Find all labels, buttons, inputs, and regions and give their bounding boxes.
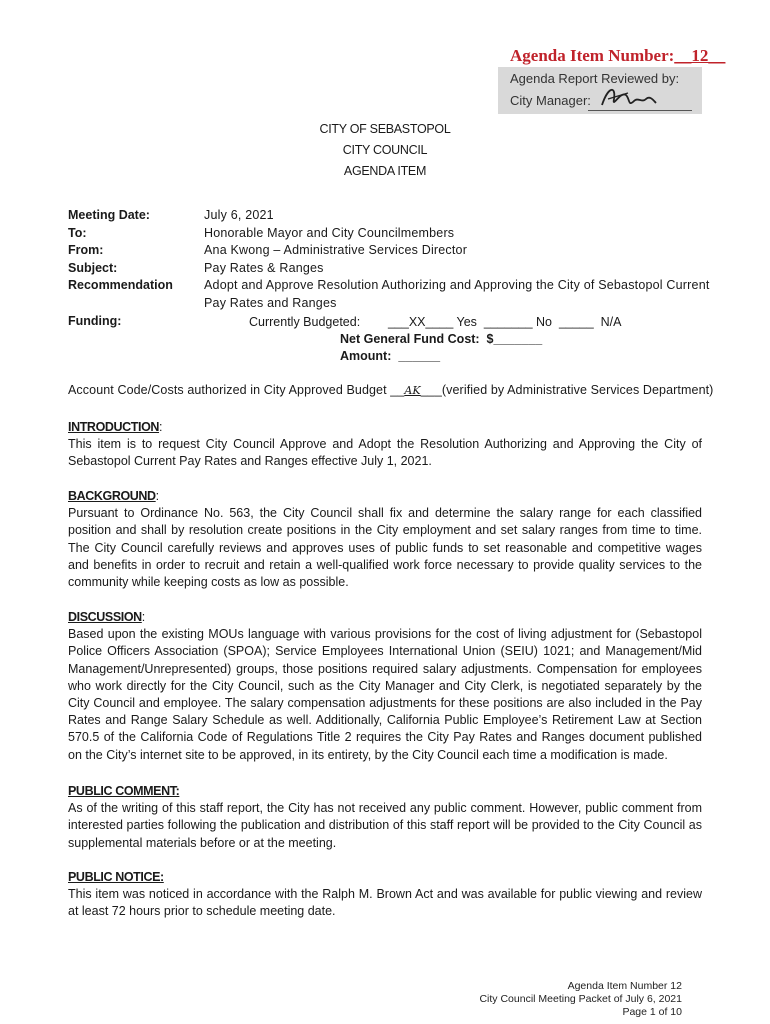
stamp-line-reviewed: Agenda Report Reviewed by: [510, 71, 680, 86]
public-notice-title: PUBLIC NOTICE: [68, 870, 164, 884]
background-body: Pursuant to Ordinance No. 563, the City Council shall fix and determine the salary range for each classified position and shall by resolution create positions in the City employment and set salary ranges from time to time. The City Council carefully reviews and approves uses of public funds to set reasonable and competitive wages and benefits in order to recruit and retain a well-qualified work force necessary to provide quality services to the community while keeping costs as low as possible. [68, 506, 702, 590]
public-comment-body: As of the writing of this staff report, the City has not received any public comment. However, public comment from interested parties following the publication and distribution of this staff report will be provided to the City Council as supplemental materials before or at the meeting. [68, 801, 702, 850]
from-value: Ana Kwong – Administrative Services Director [204, 243, 468, 257]
amount: Amount: ______ [340, 349, 441, 363]
recommendation-label: Recommendation [68, 278, 173, 292]
account-prefix: Account Code/Costs authorized in City Approved Budget __ [68, 383, 405, 397]
public-comment-section [68, 783, 702, 852]
agenda-item-label: Agenda Item Number: [510, 46, 675, 65]
introduction-title: INTRODUCTION [68, 420, 160, 434]
agenda-item-value: __12__ [674, 46, 726, 65]
from-label: From: [68, 243, 104, 257]
agenda-item-number [510, 46, 725, 66]
public-comment-title: PUBLIC COMMENT: [68, 784, 180, 798]
currently-budgeted: Currently Budgeted: ___XX____ Yes _______ No _____ N/A [249, 315, 622, 329]
footer-page-number: Page 1 of 10 [622, 1006, 682, 1018]
to-label: To: [68, 225, 87, 240]
header-city: CITY OF SEBASTOPOL [319, 122, 451, 136]
discussion-body: Based upon the existing MOUs language with various provisions for the cost of living adjustment for (Sebastopol Police Officers Association (SPOA); Service Employees International Union (SEIU) 1021; and Management/Mid Management/Unrepresented) groups, those positions required salary adjustments. Compensation for employees who work directly for the City Council, such as the City Manager and City Clerk, is negotiated separately by the City Council and employee. The salary compensation adjustments for these positions are also included in the Pay Rates and Range Salary Schedule as well. Additionally, California Public Employee’s Retirement Law at Section 570.5 of the California Code of Regulations Title 2 requires the City Pay Rates and Ranges document published on the City’s internet site to be approved, in its entirety, by the City Council each time a modification is made. [68, 627, 702, 762]
funding-label: Funding: [68, 314, 122, 328]
verifier-initials: AK [404, 384, 421, 397]
account-suffix: ___(verified by Administrative Services Department) [420, 383, 714, 397]
header-agenda-item: AGENDA ITEM [343, 164, 427, 178]
background-title: BACKGROUND [68, 489, 156, 503]
meeting-date-label: Meeting Date: [68, 208, 150, 222]
subject-value: Pay Rates & Ranges [204, 260, 324, 275]
header-council: CITY COUNCIL [342, 143, 428, 157]
footer-agenda-item: Agenda Item Number 12 [567, 980, 682, 992]
introduction-body: This item is to request City Council Approve and Adopt the Resolution Authorizing and Approving the City of Sebastopol Current Pay Rates and Ranges effective July 1, 2021. [68, 437, 702, 469]
discussion-title: DISCUSSION [68, 610, 142, 624]
background-section: BACKGROUND: Pursuant to Ordinance No. 563, the City Council shall fix and determine the salary range for each classified position and shall by resolution create positions in the City employment and set salary ranges from time to time. The City Council carefully reviews and approves uses of public funds to set reasonable and competitive wages and benefits in order to recruit and retain a well-qualified work force necessary to provide quality services to the community while keeping costs as low as possible. [68, 488, 702, 591]
net-general-fund-cost: Net General Fund Cost: $_______ [340, 332, 543, 346]
public-notice-body: This item was noticed in accordance with the Ralph M. Brown Act and was available for public viewing and review at least 72 hours prior to schedule meeting date. [68, 887, 702, 919]
meeting-date-value: July 6, 2021 [204, 208, 274, 222]
footer-packet: City Council Meeting Packet of July 6, 2021 [479, 993, 682, 1005]
recommendation-value: Adopt and Approve Resolution Authorizing and Approving the City of Sebastopol Current [204, 278, 710, 292]
document-header [0, 119, 770, 182]
to-value: Honorable Mayor and City Councilmembers [204, 225, 455, 240]
subject-label: Subject: [68, 260, 118, 275]
public-notice-section [68, 869, 702, 921]
introduction-section: INTRODUCTION: This item is to request City Council Approve and Adopt the Resolution Authorizing and Approving the City of Sebastopol Current Pay Rates and Ranges effective July 1, 2021. [68, 419, 702, 471]
discussion-section: DISCUSSION: Based upon the existing MOUs language with various provisions for the cost of living adjustment for (Sebastopol Police Officers Association (SPOA); Service Employees International Union (SEIU) 1021; and Management/Mid Management/Unrepresented) groups, those positions required salary adjustments. Compensation for employees who work directly for the City Council, such as the City Manager and City Clerk, is negotiated separately by the City Council and employee. The salary compensation adjustments for these positions are also included in the Pay Rates and Range Salary Schedule as well. Additionally, California Public Employee’s Retirement Law at Section 570.5 of the California Code of Regulations Title 2 requires the City Pay Rates and Ranges document published on the City’s internet site to be approved, in its entirety, by the City Council each time a modification is made. [68, 609, 702, 764]
stamp-line-city-manager: City Manager: [510, 93, 591, 108]
review-stamp [498, 67, 702, 114]
signature-graphic [598, 81, 658, 113]
account-code-line [68, 383, 713, 397]
page-footer [479, 980, 682, 1019]
recommendation-value-2: Pay Rates and Ranges [204, 295, 337, 310]
